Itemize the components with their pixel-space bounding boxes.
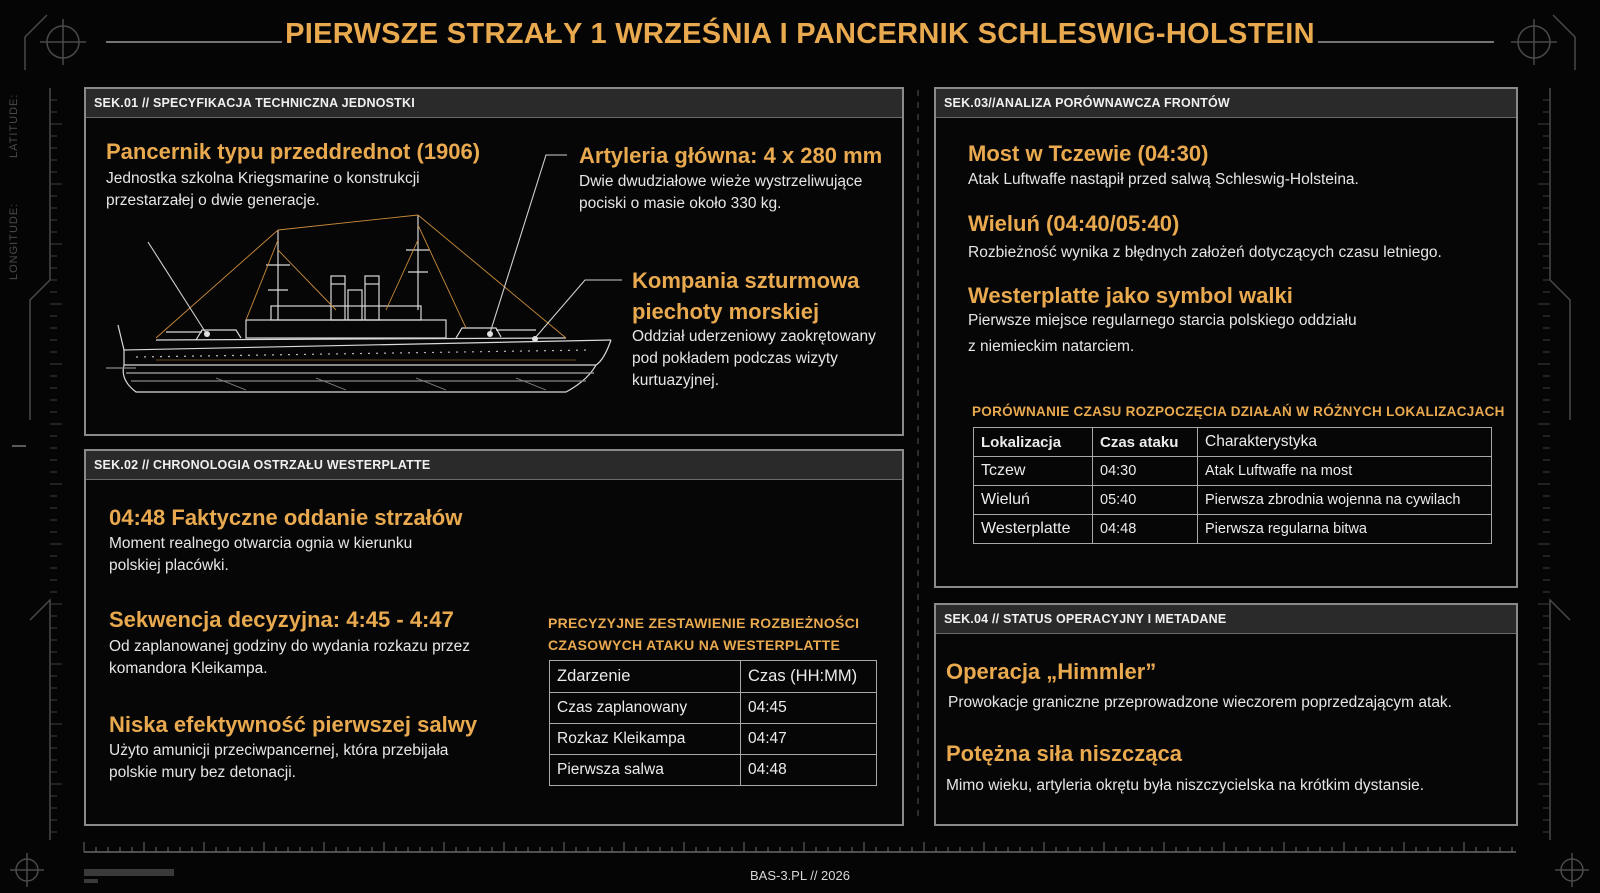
sek02-item1-title: 04:48 Faktyczne oddanie strzałów (109, 505, 463, 530)
table-cell: Czas zaplanowany (550, 693, 741, 724)
sek04-item2-title: Potężna siła niszcząca (946, 741, 1182, 766)
sek01-item2-title: Artyleria główna: 4 x 280 mm (579, 143, 883, 168)
table-cell: Atak Luftwaffe na most (1198, 457, 1492, 486)
table-cell: 04:48 (1093, 515, 1198, 544)
side-label-latitude: LATITUDE: (8, 93, 20, 158)
table-row (974, 457, 1492, 486)
table-cell: 04:47 (741, 724, 877, 755)
sek02-item3-text: Użyto amunicji przeciwpancernej, która przebijała polskie mury bez detonacji. (109, 742, 449, 781)
table-cell: Wieluń (974, 486, 1093, 515)
sek03-item1-text: Atak Luftwaffe nastąpił przed salwą Schleswig-Holsteina. (968, 171, 1359, 188)
sek01-item1-title: Pancernik typu przeddrednot (1906) (106, 139, 481, 164)
table-cell: Westerplatte (974, 515, 1093, 544)
table-cell: Rozkaz Kleikampa (550, 724, 741, 755)
sek02-table-caption: PRECYZYJNE ZESTAWIENIE ROZBIEŻNOŚCI CZASOWYCH ATAKU NA WESTERPLATTE (548, 615, 860, 653)
table-row (974, 515, 1492, 544)
table-row (550, 755, 877, 786)
sek03-table (973, 427, 1492, 544)
side-label-longitude: LONGITUDE: (8, 202, 20, 280)
table-row (974, 486, 1492, 515)
table-cell: Tczew (974, 457, 1093, 486)
table-cell: Pierwsza regularna bitwa (1198, 515, 1492, 544)
sek02-item2-text: Od zaplanowanej godziny do wydania rozkazu przez komandora Kleikampa. (109, 638, 471, 677)
table-header-cell: Czas (HH:MM) (741, 661, 877, 693)
sek04-item1-text: Prowokacje graniczne przeprowadzone wieczorem poprzedzającym atak. (948, 694, 1452, 711)
table-header-cell: Lokalizacja (974, 428, 1093, 457)
sek04-item1-title: Operacja „Himmler” (946, 659, 1157, 684)
sek03-item2-title: Wieluń (04:40/05:40) (968, 211, 1180, 236)
sek03-item3-text-line2: z niemieckim natarciem. (968, 338, 1135, 355)
sek03-item1-title: Most w Tczewie (04:30) (968, 141, 1209, 166)
callout-lines (0, 0, 900, 440)
table-header-cell: Czas ataku (1093, 428, 1198, 457)
sek01-item2-text: Dwie dwudziałowe wieże wystrzeliwujące pociski o masie około 330 kg. (579, 173, 863, 212)
sek03-item3-title: Westerplatte jako symbol walki (968, 283, 1293, 308)
table-cell: 04:30 (1093, 457, 1198, 486)
sek02-item1-text: Moment realnego otwarcia ognia w kierunku polskiej placówki. (109, 535, 413, 574)
sek03-item2-text: Rozbieżność wynika z błędnych założeń dotyczących czasu letniego. (968, 244, 1442, 261)
sek02-item3-title: Niska efektywność pierwszej salwy (109, 712, 478, 737)
panel-header: SEK.02 // CHRONOLOGIA OSTRZAŁU WESTERPLATTE (86, 451, 902, 480)
table-header-cell: Zdarzenie (550, 661, 741, 693)
sek01-item3-title: Kompania szturmowa piechoty morskiej (632, 268, 860, 324)
table-cell: 04:48 (741, 755, 877, 786)
footer-credit: BAS-3.PL // 2026 (750, 868, 850, 883)
table-cell: 05:40 (1093, 486, 1198, 515)
sek02-table (549, 660, 877, 786)
sek03-table-caption: PORÓWNANIE CZASU ROZPOCZĘCIA DZIAŁAŃ W RÓŻNYCH LOKALIZACJACH (972, 404, 1505, 419)
table-cell: Pierwsza zbrodnia wojenna na cywilach (1198, 486, 1492, 515)
page-title: PIERWSZE STRZAŁY 1 WRZEŚNIA I PANCERNIK SCHLESWIG-HOLSTEIN (285, 18, 1315, 50)
panel-header: SEK.03//ANALIZA PORÓWNAWCZA FRONTÓW (936, 89, 1516, 118)
sek01-item1-text: Jednostka szkolna Kriegsmarine o konstrukcji przestarzałej o dwie generacje. (106, 170, 420, 209)
table-cell: Pierwsza salwa (550, 755, 741, 786)
panel-header: SEK.04 // STATUS OPERACYJNY I METADANE (936, 605, 1516, 634)
sek02-item2-title: Sekwencja decyzyjna: 4:45 - 4:47 (109, 607, 454, 632)
table-header-cell: Charakterystyka (1198, 428, 1492, 457)
table-row (550, 693, 877, 724)
sek03-item3-text-line1: Pierwsze miejsce regularnego starcia polskiego oddziału (968, 312, 1357, 329)
table-row (550, 724, 877, 755)
panel-header: SEK.01 // SPECYFIKACJA TECHNICZNA JEDNOSTKI (86, 89, 902, 118)
sek04-item2-text: Mimo wieku, artyleria okrętu była niszczycielska na krótkim dystansie. (946, 777, 1425, 794)
sek01-item3-text: Oddział uderzeniowy zaokrętowany pod pokładem podczas wizyty kurtuazyjnej. (632, 328, 876, 389)
table-cell: 04:45 (741, 693, 877, 724)
